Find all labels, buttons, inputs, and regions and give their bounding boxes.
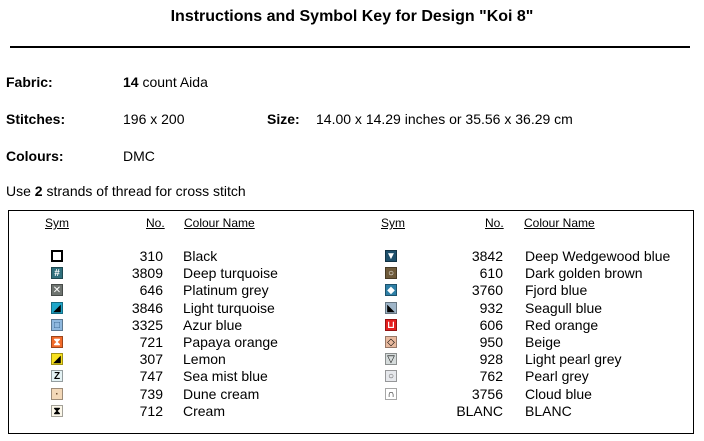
colour-number: 3842 — [471, 248, 503, 264]
arch-icon: ∩ — [385, 388, 397, 400]
colour-name: Black — [183, 248, 218, 264]
diamond-icon: ◆ — [385, 284, 397, 296]
header-no-right: No. — [485, 216, 504, 230]
colour-name: Platinum grey — [183, 282, 269, 299]
down-triangle-icon: ▼ — [386, 251, 396, 262]
header-sym-right: Sym — [381, 216, 405, 230]
dot-icon: · — [51, 388, 63, 400]
colour-number: 610 — [479, 265, 503, 282]
colour-name: Sea mist blue — [183, 368, 268, 385]
colour-name: Deep Wedgewood blue — [525, 248, 671, 264]
colour-row — [9, 248, 689, 265]
colour-name: Fjord blue — [525, 282, 588, 299]
colour-name: Light pearl grey — [525, 351, 622, 368]
colour-row — [9, 265, 689, 282]
header-name-right: Colour Name — [524, 216, 595, 230]
header-no-left: No. — [146, 216, 165, 230]
colour-row — [9, 334, 689, 351]
colour-number: 310 — [139, 248, 163, 264]
colour-row — [9, 282, 689, 299]
colour-row — [9, 317, 689, 334]
colour-number: 928 — [479, 351, 503, 368]
colour-name: Azur blue — [183, 316, 243, 333]
colour-row — [9, 300, 689, 317]
colour-number: 3325 — [131, 316, 163, 333]
colour-number: 739 — [139, 385, 163, 402]
colour-row — [9, 368, 689, 385]
colour-name: Papaya orange — [183, 334, 278, 350]
strands-pre: Use — [6, 183, 35, 199]
colour-name: Seagull blue — [525, 299, 603, 316]
triangle-icon: ◣ — [385, 302, 397, 314]
fabric-count: 14 — [123, 74, 139, 90]
header-sym-left: Sym — [45, 216, 69, 230]
hourglass-icon: ⧗ — [51, 336, 63, 348]
colour-name: Deep turquoise — [183, 265, 278, 282]
z-icon: Z — [51, 370, 63, 382]
header-name-left: Colour Name — [184, 216, 255, 230]
colour-name: Beige — [525, 334, 561, 350]
strands-count: 2 — [34, 183, 43, 199]
colour-number: 762 — [479, 368, 503, 385]
colours-label: Colours: — [6, 148, 64, 164]
colour-row — [9, 403, 689, 420]
colour-row — [9, 386, 689, 403]
u-shape-icon: ⊔ — [385, 319, 397, 331]
colour-number: 646 — [139, 282, 163, 299]
fabric-value — [123, 74, 208, 90]
triangle-icon: ◢ — [51, 302, 63, 314]
stitches-value: 196 x 200 — [123, 111, 185, 127]
colours-value: DMC — [123, 148, 155, 164]
stitches-label: Stitches: — [6, 111, 66, 127]
colour-name: Light turquoise — [183, 299, 275, 316]
symbol-key-table — [8, 210, 694, 434]
colour-number: 606 — [479, 316, 503, 333]
colour-number: 3760 — [471, 282, 503, 299]
strands-post: strands of thread for cross stitch — [42, 183, 246, 199]
cross-icon: ✕ — [52, 285, 62, 297]
size-value: 14.00 x 14.29 inches or 35.56 x 36.29 cm — [316, 111, 573, 127]
colour-row — [9, 351, 689, 368]
down-triangle-icon: ▽ — [385, 353, 397, 365]
triangle-icon: ◢ — [51, 353, 63, 365]
hourglass-icon: ⧗ — [51, 405, 63, 417]
colour-number: 721 — [139, 334, 163, 350]
title-rule — [10, 46, 690, 48]
blank-icon — [385, 405, 397, 417]
colour-number: 3846 — [131, 299, 163, 316]
colour-number: 3809 — [131, 265, 163, 282]
fabric-type: count Aida — [138, 74, 208, 90]
colour-number: 932 — [479, 299, 503, 316]
colour-number: BLANC — [456, 402, 503, 419]
colour-name: Lemon — [183, 351, 226, 368]
strands-instruction — [6, 183, 246, 199]
colour-name: BLANC — [525, 402, 572, 419]
hash-icon: # — [51, 267, 63, 279]
colour-name: Cream — [183, 402, 226, 419]
page-title: Instructions and Symbol Key for Design "Koi 8" — [170, 8, 534, 25]
size-label: Size: — [267, 111, 300, 127]
circle-icon: ○ — [385, 267, 397, 279]
colour-number: 307 — [139, 351, 163, 368]
square-icon: □ — [51, 319, 63, 331]
colour-name: Dune cream — [183, 385, 260, 402]
colour-name: Cloud blue — [525, 385, 592, 402]
fabric-label: Fabric: — [6, 74, 53, 90]
colour-name: Dark golden brown — [525, 265, 643, 282]
diamond-icon: ◇ — [385, 336, 397, 348]
colour-name: Pearl grey — [525, 368, 589, 385]
colour-name: Red orange — [525, 316, 599, 333]
colour-number: 712 — [139, 402, 163, 419]
colour-number: 3756 — [471, 385, 503, 402]
circle-icon: ○ — [385, 370, 397, 382]
colour-number: 950 — [479, 334, 503, 350]
colour-number: 747 — [139, 368, 163, 385]
